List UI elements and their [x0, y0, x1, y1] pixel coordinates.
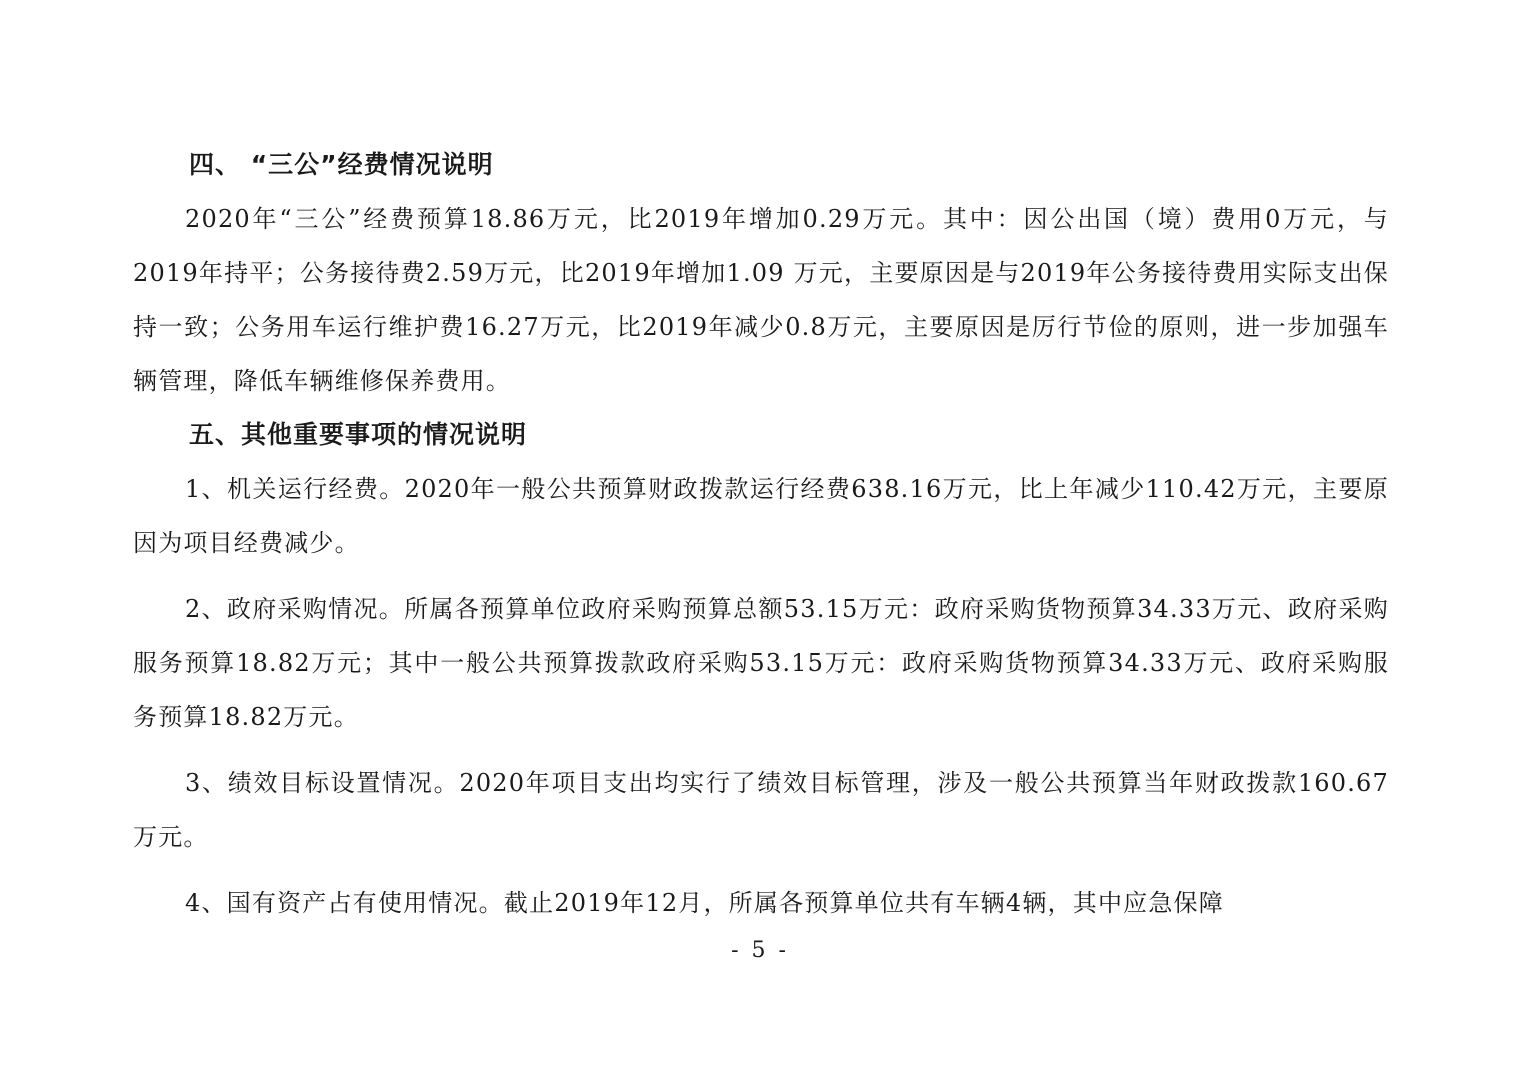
page-content	[133, 138, 1389, 930]
section-5-item-1: 1、机关运行经费。2020年一般公共预算财政拨款运行经费638.16万元，比上年减少110.42万元，主要原因为项目经费减少。	[133, 475, 1389, 557]
section-4-paragraph: 2020年“三公”经费预算18.86万元，比2019年增加0.29万元。其中：因公出国（境）费用0万元，与2019年持平；公务接待费2.59万元，比2019年增加1.09 万元，主要原因是与2019年公务接待费用实际支出保持一致；公务用车运行维护费16.27万元，比2019年减少0.8万元，主要原因是厉行节俭的原则，进一步加强车辆管理，降低车辆维修保养费用。	[133, 205, 1389, 395]
page-number: - 5 -	[731, 938, 789, 963]
section-5-heading: 五、其他重要事项的情况说明	[189, 420, 528, 449]
section-5-item-2: 2、政府采购情况。所属各预算单位政府采购预算总额53.15万元：政府采购货物预算34.33万元、政府采购服务预算18.82万元；其中一般公共预算拨款政府采购53.15万元：政府采购货物预算34.33万元、政府采购服务预算18.82万元。	[133, 595, 1389, 731]
section-5-item-3: 3、绩效目标设置情况。2020年项目支出均实行了绩效目标管理，涉及一般公共预算当年财政拨款160.67万元。	[133, 769, 1389, 851]
section-4-heading: 四、 “三公”经费情况说明	[189, 150, 494, 179]
section-5-item-4: 4、国有资产占有使用情况。截止2019年12月，所属各预算单位共有车辆4辆，其中应急保障	[185, 889, 1224, 917]
